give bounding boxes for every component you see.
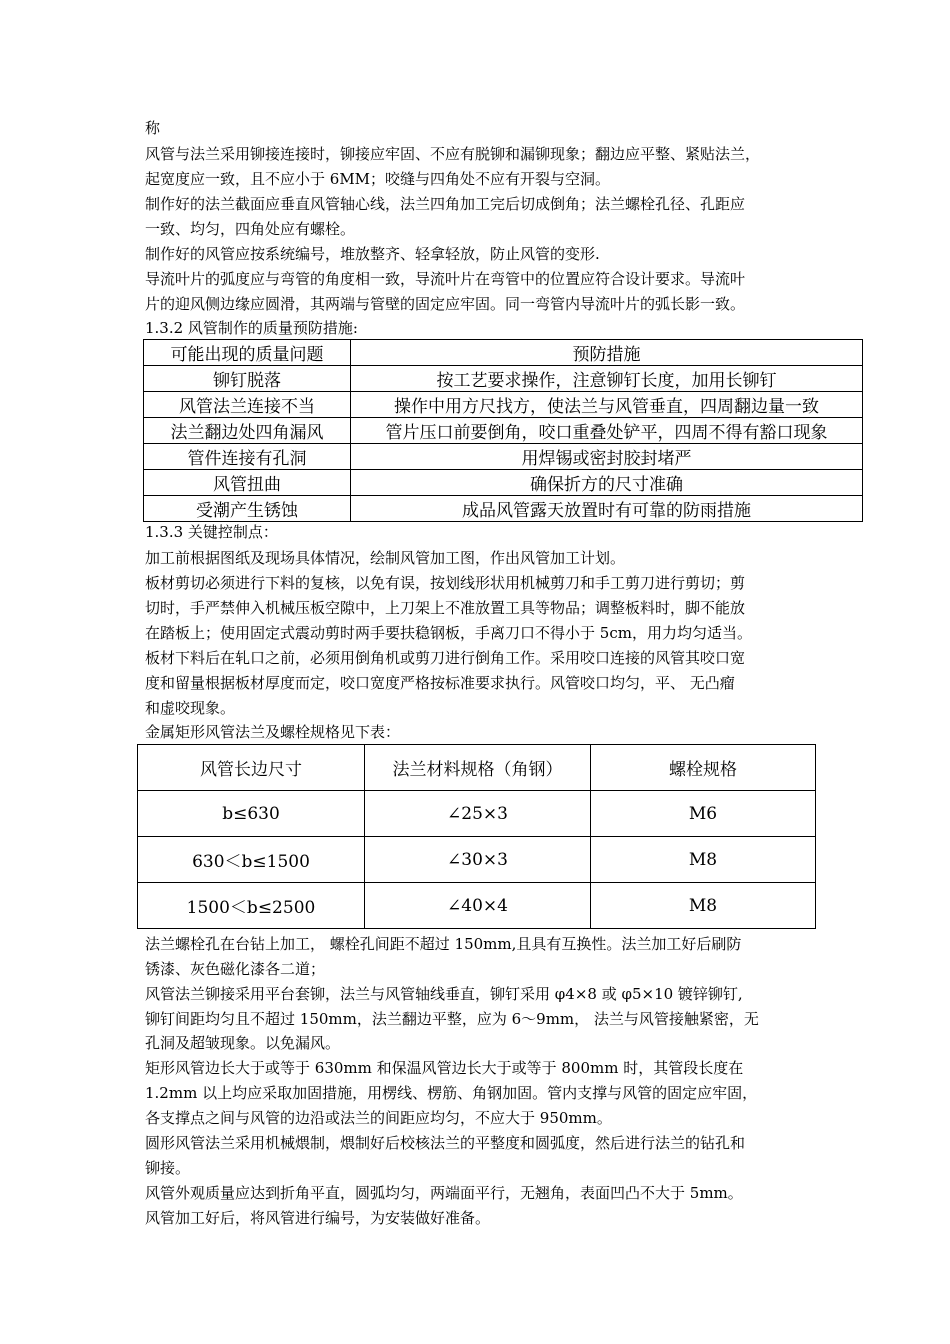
table-row bbox=[144, 366, 863, 392]
table-header-cell: 可能出现的质量问题 bbox=[144, 340, 351, 366]
table-header-row bbox=[138, 745, 816, 791]
text-line: 板材下料后在轧口之前，必须用倒角机或剪刀进行倒角工作。采用咬口连接的风管其咬口宽 bbox=[145, 649, 746, 667]
table-row bbox=[144, 496, 863, 522]
table-row bbox=[144, 418, 863, 444]
text-line: 矩形风管边长大于或等于 630mm 和保温风管边长大于或等于 800mm 时，其管段长度在 bbox=[145, 1059, 744, 1077]
table-header-row bbox=[144, 340, 863, 366]
text-line: 风管法兰铆接采用平台套铆，法兰与风管轴线垂直，铆钉采用 φ4×8 或 φ5×10 镀锌铆钉, bbox=[145, 985, 743, 1003]
table-row bbox=[138, 791, 816, 837]
text-line: 圆形风管法兰采用机械煨制，煨制好后校核法兰的平整度和圆弧度，然后进行法兰的钻孔和 bbox=[145, 1134, 746, 1152]
table-cell: 确保折方的尺寸准确 bbox=[351, 470, 863, 496]
table-cell: 风管扭曲 bbox=[144, 470, 351, 496]
text-line: 1.2mm 以上均应采取加固措施，用楞线、楞筋、角钢加固。管内支撑与风管的固定应牢固， bbox=[145, 1084, 758, 1102]
text-line: 导流叶片的弧度应与弯管的角度相一致，导流叶片在弯管中的位置应符合设计要求。导流叶 bbox=[145, 270, 746, 288]
text-line: 制作好的风管应按系统编号，堆放整齐、轻拿轻放，防止风管的变形. bbox=[145, 245, 600, 263]
table-cell: 受潮产生锈蚀 bbox=[144, 496, 351, 522]
table-header-cell: 螺栓规格 bbox=[591, 745, 816, 791]
table-cell: ∠40×4 bbox=[365, 883, 591, 929]
text-line: 板材剪切必须进行下料的复核，以免有误，按划线形状用机械剪刀和手工剪刀进行剪切；剪 bbox=[145, 574, 746, 592]
table-cell: 630＜b≤1500 bbox=[138, 837, 365, 883]
table-cell: M8 bbox=[591, 837, 816, 883]
flange-bolt-spec-table bbox=[137, 744, 816, 929]
text-line: 切时，手严禁伸入机械压板空隙中，上刀架上不准放置工具等物品；调整板料时，脚不能放 bbox=[145, 599, 746, 617]
section-heading: 1.3.2 风管制作的质量预防措施: bbox=[145, 319, 358, 337]
table-row bbox=[144, 444, 863, 470]
text-line: 称 bbox=[145, 119, 161, 137]
table-cell: 成品风管露天放置时有可靠的防雨措施 bbox=[351, 496, 863, 522]
text-line: 制作好的法兰截面应垂直风管轴心线，法兰四角加工完后切成倒角；法兰螺栓孔径、孔距应 bbox=[145, 195, 746, 213]
text-line: 片的迎风侧边缘应圆滑，其两端与管壁的固定应牢固。同一弯管内导流叶片的弧长影一致。 bbox=[145, 295, 746, 313]
section-heading: 1.3.3 关键控制点： bbox=[145, 523, 278, 541]
text-line: 铆接。 bbox=[145, 1159, 191, 1177]
text-line: 风管加工好后，将风管进行编号，为安装做好准备。 bbox=[145, 1209, 491, 1227]
text-line: 一致、均匀，四角处应有螺栓。 bbox=[145, 220, 356, 238]
table-cell: 法兰翻边处四角漏风 bbox=[144, 418, 351, 444]
table-cell: 管件连接有孔洞 bbox=[144, 444, 351, 470]
text-line: 和虚咬现象。 bbox=[145, 699, 236, 717]
text-line: 法兰螺栓孔在台钻上加工， 螺栓孔间距不超过 150mm,且具有互换性。法兰加工好后刷防 bbox=[145, 935, 742, 953]
table-cell: 铆钉脱落 bbox=[144, 366, 351, 392]
table-cell: M6 bbox=[591, 791, 816, 837]
table-row bbox=[144, 392, 863, 418]
table-cell: ∠30×3 bbox=[365, 837, 591, 883]
text-line: 加工前根据图纸及现场具体情况，绘制风管加工图，作出风管加工计划。 bbox=[145, 549, 626, 567]
table-header-cell: 法兰材料规格（角钢） bbox=[365, 745, 591, 791]
text-line: 风管外观质量应达到折角平直，圆弧均匀，两端面平行，无翘角，表面凹凸不大于 5mm。 bbox=[145, 1184, 743, 1202]
table-row bbox=[138, 837, 816, 883]
text-line: 度和留量根据板材厚度而定，咬口宽度严格按标准要求执行。风管咬口均匀，平、 无凸瘤 bbox=[145, 674, 735, 692]
table-row bbox=[144, 470, 863, 496]
table-cell: 按工艺要求操作，注意铆钉长度，加用长铆钉 bbox=[351, 366, 863, 392]
table-cell: 风管法兰连接不当 bbox=[144, 392, 351, 418]
table-cell: ∠25×3 bbox=[365, 791, 591, 837]
table-row bbox=[138, 883, 816, 929]
table-cell: 管片压口前要倒角，咬口重叠处铲平，四周不得有豁口现象 bbox=[351, 418, 863, 444]
text-line: 孔洞及超皱现象。以免漏风。 bbox=[145, 1034, 341, 1052]
text-line: 在踏板上；使用固定式震动剪时两手要扶稳钢板，手离刀口不得小于 5cm，用力均匀适当。 bbox=[145, 624, 752, 642]
text-line: 金属矩形风管法兰及螺栓规格见下表： bbox=[145, 723, 401, 741]
table-cell: 操作中用方尺找方，使法兰与风管垂直，四周翻边量一致 bbox=[351, 392, 863, 418]
text-line: 起宽度应一致，且不应小于 6MM；咬缝与四角处不应有开裂与空洞。 bbox=[145, 170, 611, 188]
table-header-cell: 风管长边尺寸 bbox=[138, 745, 365, 791]
text-line: 风管与法兰采用铆接连接时，铆接应牢固、不应有脱铆和漏铆现象；翻边应平整、紧贴法兰， bbox=[145, 145, 761, 163]
text-line: 铆钉间距均匀且不超过 150mm，法兰翻边平整，应为 6～9mm， 法兰与风管接触紧密，无 bbox=[145, 1010, 759, 1028]
table-cell: 用焊锡或密封胶封堵严 bbox=[351, 444, 863, 470]
table-header-cell: 预防措施 bbox=[351, 340, 863, 366]
quality-prevention-table bbox=[143, 339, 863, 522]
table-cell: 1500＜b≤2500 bbox=[138, 883, 365, 929]
table-cell: b≤630 bbox=[138, 791, 365, 837]
table-cell: M8 bbox=[591, 883, 816, 929]
text-line: 各支撑点之间与风管的边沿或法兰的间距应均匀，不应大于 950mm。 bbox=[145, 1109, 612, 1127]
text-line: 锈漆、灰色磁化漆各二道； bbox=[145, 960, 326, 978]
